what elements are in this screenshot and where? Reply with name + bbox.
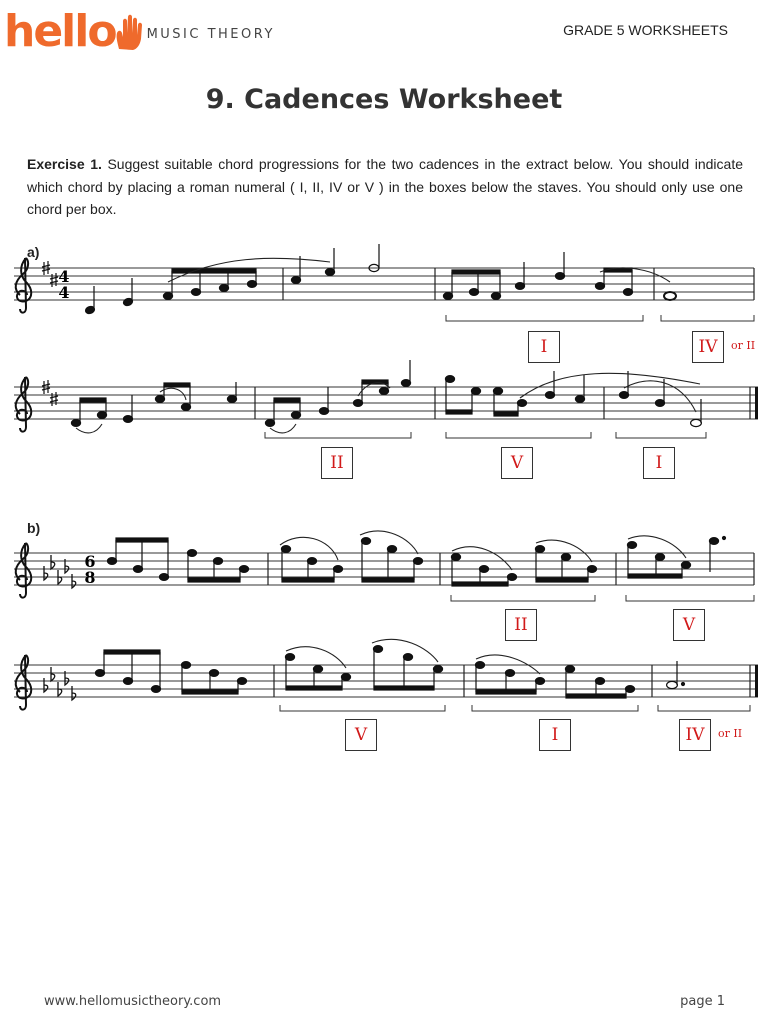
flats-b1 [44,555,76,588]
exercise-label: Exercise 1. [27,156,102,172]
answer-box-b2[interactable]: V [673,609,705,641]
answer-box-a1[interactable]: I [528,331,560,363]
time-signature-top: 4 [58,267,70,286]
answer-box-b3[interactable]: V [345,719,377,751]
answer-box-b5[interactable]: IV [679,719,711,751]
footer-url[interactable]: www.hellomusictheory.com [44,994,222,1009]
time-signature-bottom: 4 [58,283,70,302]
page-title: 9. Cadences Worksheet [205,84,563,115]
answer-note-b: or II [718,727,743,740]
cadence-brackets [265,315,754,711]
treble-clef-icon [16,543,32,598]
time-signature-bottom: 8 [84,568,96,587]
answer-box-a4[interactable]: V [501,447,533,479]
answer-box-b1[interactable]: II [505,609,537,641]
slurs-b1 [280,531,686,570]
part-a-label: a) [27,244,40,260]
treble-clef-icon [16,655,32,710]
answer-note-a: or II [731,339,756,352]
treble-clef-icon [16,377,32,432]
answer-box-a5[interactable]: I [643,447,675,479]
grade-label: GRADE 5 WORKSHEETS [563,22,728,38]
sharp-icon [50,392,58,406]
staff-a1 [14,268,754,300]
notes-a2 [71,360,701,427]
notes-b2 [95,646,684,698]
flats-b2 [44,667,76,700]
exercise-text: Suggest suitable chord progressions for the two cadences in the extract below. You should indicate which chord by placing a roman numeral ( I, II, IV or V ) in the boxes below the staves. You should only use one chord per box. [27,156,743,217]
answer-box-b4[interactable]: I [539,719,571,751]
treble-clef-icon [16,258,32,313]
logo-word: hello [4,6,116,57]
time-signature-top: 6 [84,552,96,571]
page-number: page 1 [680,994,725,1009]
answer-box-a3[interactable]: II [321,447,353,479]
logo-subtitle: MUSIC THEORY [146,26,275,42]
answer-box-a2[interactable]: IV [692,331,724,363]
sharp-icon [50,273,58,287]
part-b-label: b) [27,520,41,536]
